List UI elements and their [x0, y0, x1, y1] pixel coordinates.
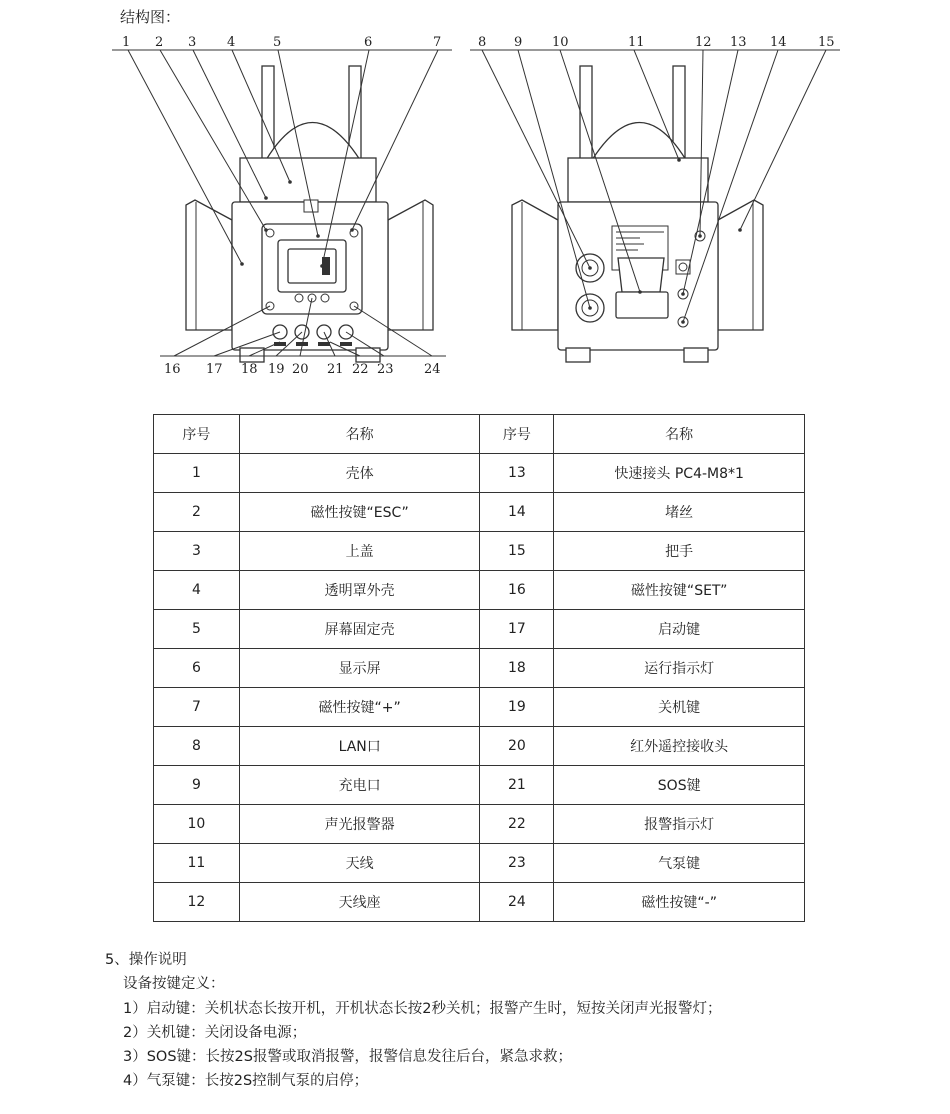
index-cell: 1 [154, 454, 240, 493]
name-cell: 天线 [239, 844, 480, 883]
index-cell: 5 [154, 610, 240, 649]
callout-5: 5 [273, 35, 282, 50]
index-cell: 7 [154, 688, 240, 727]
ops-item: 2）关机键：关闭设备电源； [123, 1024, 307, 1041]
index-cell: 14 [480, 493, 554, 532]
callout-9: 9 [514, 35, 523, 50]
name-cell: 透明罩外壳 [239, 571, 480, 610]
index-cell: 24 [480, 883, 554, 922]
callout-24: 24 [424, 362, 441, 377]
index-cell: 23 [480, 844, 554, 883]
callout-10: 10 [552, 35, 569, 50]
callout-11: 11 [628, 35, 645, 50]
ops-item: 3）SOS键：长按2S报警或取消报警，报警信息发往后台，紧急求救； [123, 1049, 572, 1066]
name-cell: 屏幕固定壳 [239, 610, 480, 649]
back-view-drawing [470, 50, 840, 362]
table-header-row [154, 415, 805, 454]
name-cell: 气泵键 [554, 844, 805, 883]
table-row [154, 493, 805, 532]
callout-8: 8 [478, 35, 487, 50]
header-cell: 序号 [154, 415, 240, 454]
index-cell: 21 [480, 766, 554, 805]
name-cell: LAN口 [239, 727, 480, 766]
callout-6: 6 [364, 35, 373, 50]
header-cell: 名称 [239, 415, 480, 454]
table-row [154, 805, 805, 844]
index-cell: 11 [154, 844, 240, 883]
name-cell: 上盖 [239, 532, 480, 571]
index-cell: 20 [480, 727, 554, 766]
name-cell: 快速接头 PC4-M8*1 [554, 454, 805, 493]
ops-item: 1）启动键：关机状态长按开机，开机状态长按2秒关机；报警产生时，短按关闭声光报警灯； [123, 1000, 722, 1017]
name-cell: 磁性按键“SET” [554, 571, 805, 610]
callout-16: 16 [164, 362, 181, 377]
index-cell: 8 [154, 727, 240, 766]
table-row [154, 649, 805, 688]
name-cell: 报警指示灯 [554, 805, 805, 844]
index-cell: 16 [480, 571, 554, 610]
callout-23: 23 [377, 362, 394, 377]
callout-21: 21 [327, 362, 344, 377]
index-cell: 17 [480, 610, 554, 649]
header-cell: 序号 [480, 415, 554, 454]
callout-18: 18 [241, 362, 258, 377]
name-cell: 天线座 [239, 883, 480, 922]
header-cell: 名称 [554, 415, 805, 454]
index-cell: 6 [154, 649, 240, 688]
callout-15: 15 [818, 35, 835, 50]
index-cell: 18 [480, 649, 554, 688]
callout-2: 2 [155, 35, 164, 50]
callout-13: 13 [730, 35, 747, 50]
section-title: 结构图： [120, 8, 181, 26]
index-cell: 10 [154, 805, 240, 844]
ops-item: 4）气泵键：长按2S控制气泵的启停； [123, 1073, 369, 1090]
callout-3: 3 [188, 35, 197, 50]
index-cell: 3 [154, 532, 240, 571]
table-row [154, 883, 805, 922]
index-cell: 9 [154, 766, 240, 805]
ops-subheading: 设备按键定义： [123, 976, 225, 993]
callout-22: 22 [352, 362, 369, 377]
name-cell: 声光报警器 [239, 805, 480, 844]
name-cell: 关机键 [554, 688, 805, 727]
name-cell: 红外遥控接收头 [554, 727, 805, 766]
name-cell: 磁性按键“ESC” [239, 493, 480, 532]
index-cell: 2 [154, 493, 240, 532]
table-row [154, 688, 805, 727]
callout-17: 17 [206, 362, 223, 377]
table-row [154, 727, 805, 766]
operation-instructions [105, 948, 721, 1094]
name-cell: 启动键 [554, 610, 805, 649]
callout-1: 1 [122, 35, 131, 50]
table-row [154, 610, 805, 649]
index-cell: 22 [480, 805, 554, 844]
table-row [154, 766, 805, 805]
name-cell: 堵丝 [554, 493, 805, 532]
name-cell: SOS键 [554, 766, 805, 805]
name-cell: 把手 [554, 532, 805, 571]
index-cell: 15 [480, 532, 554, 571]
callout-14: 14 [770, 35, 787, 50]
table-row [154, 844, 805, 883]
name-cell: 磁性按键“-” [554, 883, 805, 922]
name-cell: 充电口 [239, 766, 480, 805]
index-cell: 13 [480, 454, 554, 493]
table-row [154, 532, 805, 571]
name-cell: 壳体 [239, 454, 480, 493]
callout-19: 19 [268, 362, 285, 377]
index-cell: 4 [154, 571, 240, 610]
name-cell: 运行指示灯 [554, 649, 805, 688]
name-cell: 显示屏 [239, 649, 480, 688]
structure-diagram [0, 30, 950, 390]
index-cell: 12 [154, 883, 240, 922]
ops-heading: 5、操作说明 [105, 952, 187, 968]
callout-7: 7 [433, 35, 442, 50]
callout-20: 20 [292, 362, 309, 377]
table-row [154, 454, 805, 493]
parts-table [153, 414, 805, 922]
table-row [154, 571, 805, 610]
callout-12: 12 [695, 35, 712, 50]
callout-4: 4 [227, 35, 236, 50]
index-cell: 19 [480, 688, 554, 727]
front-view-drawing [112, 50, 452, 362]
name-cell: 磁性按键“+” [239, 688, 480, 727]
